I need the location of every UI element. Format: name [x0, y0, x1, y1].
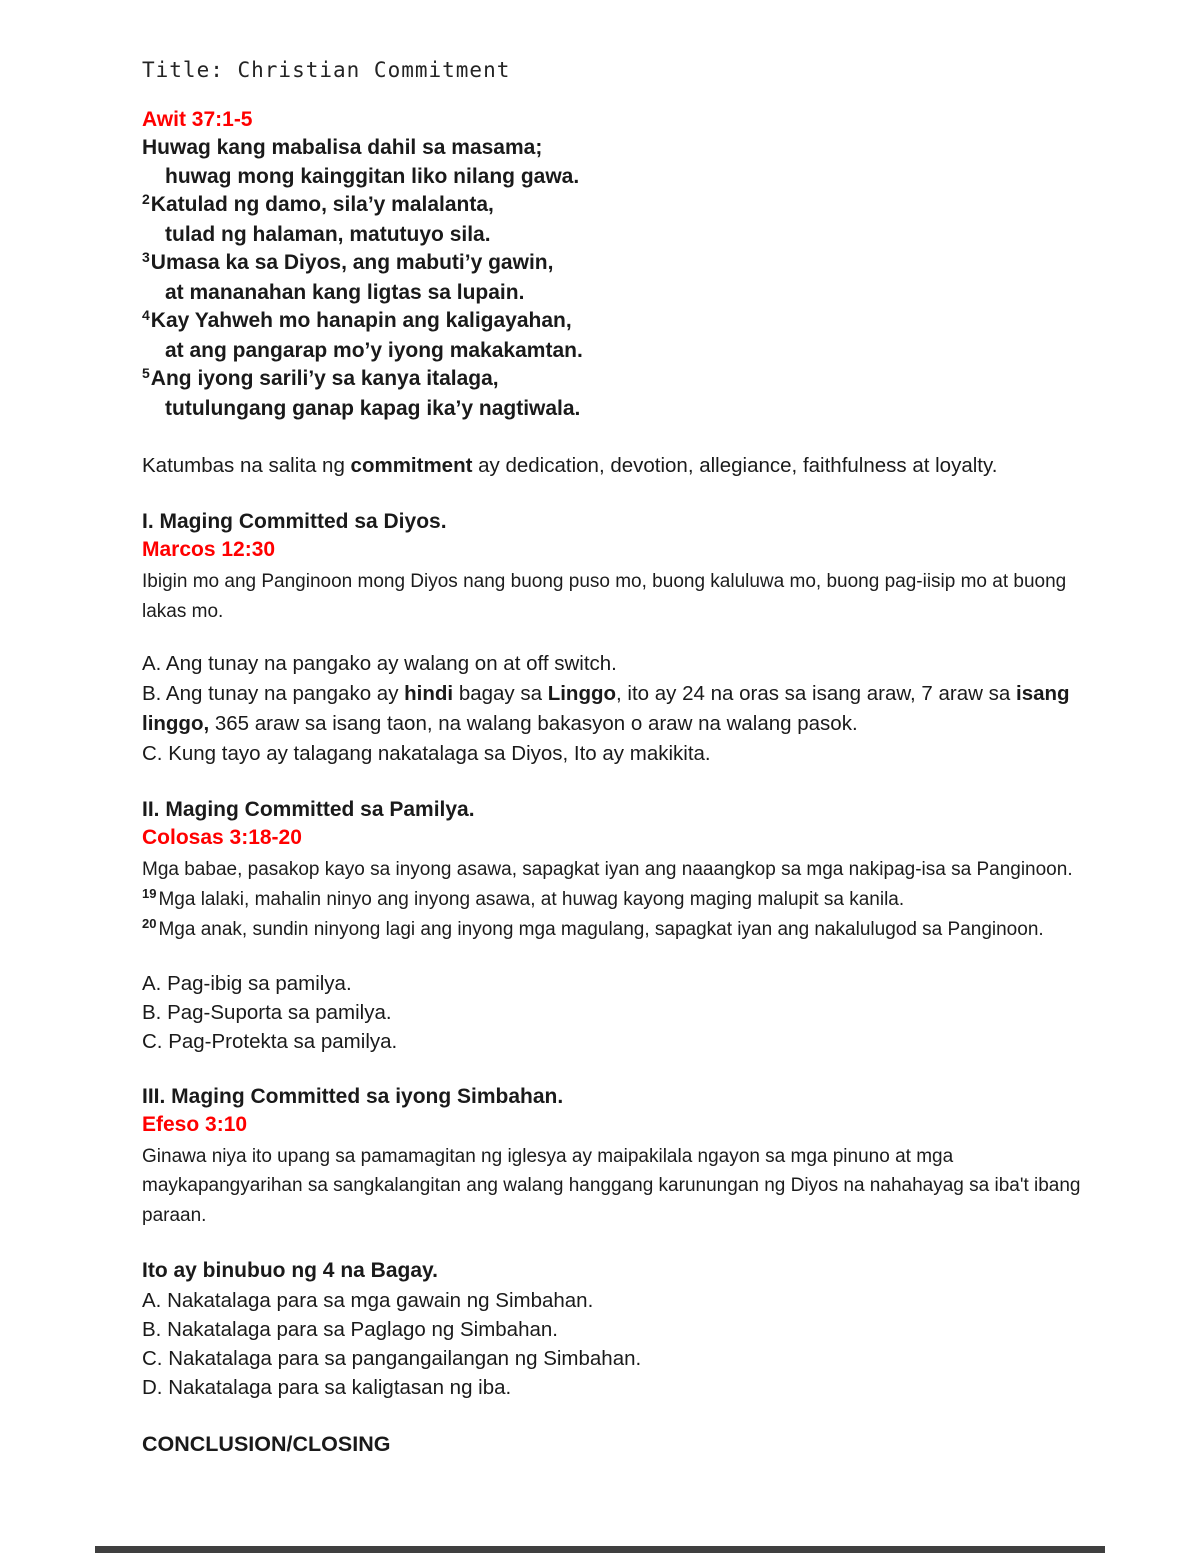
section-3-heading: III. Maging Committed sa iyong Simbahan.: [142, 1084, 564, 1108]
verse-number: 5: [142, 365, 150, 381]
item-b-bold: isang linggo,: [142, 682, 1070, 735]
colosas-v19-text: Mga lalaki, mahalin ninyo ang inyong asawa, at huwag kayong maging malupit sa kanila.: [158, 888, 905, 910]
scripture-quote-efeso: Ginawa niya ito upang sa pamamagitan ng iglesya ay maipakilala ngayon sa mga pinuno at mga maykapangyarihan sa sangkalangitan ang walang hanggang karunungan ng Diyos na nahahayag sa iba't ibang paraan.: [142, 1145, 1081, 1226]
verse-number: 19: [142, 885, 157, 901]
outline-item-a: A. Nakatalaga para sa mga gawain ng Simbahan.: [142, 1289, 594, 1312]
scripture-quote-colosas: [142, 855, 1087, 946]
psalm-line: [142, 279, 1105, 308]
scripture-quote-marcos: Ibigin mo ang Panginoon mong Diyos nang buong puso mo, buong kaluluwa mo, buong pag-iisip mo at buong lakas mo.: [142, 571, 1067, 622]
section-2-outline: [142, 969, 1092, 1056]
psalm-line-text: tutulungang ganap kapag ika’y nagtiwala.: [165, 396, 581, 420]
item-b-run: , ito ay 24 na oras sa isang araw, 7 araw sa: [616, 682, 1017, 705]
colosas-v18: Mga babae, pasakop kayo sa inyong asawa, sapagkat iyan ang naaangkop sa mga nakipag-isa sa Panginoon.: [142, 859, 1073, 880]
scripture-ref-marcos: Marcos 12:30: [142, 538, 276, 561]
psalm-text: [142, 134, 1105, 423]
colosas-v20-text: Mga anak, sundin ninyong lagi ang inyong mga magulang, sapagkat iyan ang nakalulugod sa Panginoon.: [158, 919, 1044, 940]
katumbas-keyword: commitment: [350, 454, 473, 477]
katumbas-post: ay dedication, devotion, allegiance, faithfulness at loyalty.: [472, 454, 998, 477]
section-2-heading: II. Maging Committed sa Pamilya.: [142, 798, 475, 821]
section-1-diyos: [142, 508, 1105, 769]
next-page-edge-bar: [95, 1546, 1105, 1553]
section-1-heading: I. Maging Committed sa Diyos.: [142, 510, 447, 533]
item-b-run: B. Ang tunay na pangako ay: [142, 682, 405, 705]
psalm-line: [142, 249, 1105, 279]
psalm-line: [142, 337, 1105, 366]
colosas-v19: [142, 885, 1087, 916]
psalm-line: [142, 307, 1105, 337]
psalm-line: [142, 221, 1105, 250]
outline-item-b: B. Nakatalaga para sa Paglago ng Simbahan.: [142, 1318, 558, 1341]
scripture-heading-awit: Awit 37:1-5: [142, 108, 253, 131]
four-bagay-outline: [142, 1286, 1092, 1402]
psalm-line-text: at ang pangarap mo’y iyong makakamtan.: [165, 338, 583, 362]
item-b-run: 365 araw sa isang taon, na walang bakasyon o araw na walang pasok.: [209, 712, 858, 735]
psalm-line: [142, 365, 1105, 395]
psalm-line-text: tulad ng halaman, matutuyo sila.: [165, 222, 491, 246]
psalm-line: [142, 395, 1105, 424]
section-1-outline: [142, 649, 1092, 769]
outline-item-d: D. Nakatalaga para sa kaligtasan ng iba.: [142, 1376, 512, 1399]
psalm-line: [142, 191, 1105, 221]
psalm-line-text: Kay Yahweh mo hanapin ang kaligayahan,: [150, 309, 572, 332]
colosas-v20: [142, 915, 1087, 946]
document-title-line: Title: Christian Commitment: [142, 58, 511, 82]
katumbas-paragraph: [142, 451, 1105, 481]
section-2-pamilya: [142, 796, 1105, 1056]
four-bagay-section: [142, 1257, 1105, 1402]
item-b-bold: hindi: [404, 682, 454, 705]
psalm-line: [142, 163, 1105, 192]
psalm-line-text: at mananahan kang ligtas sa lupain.: [165, 280, 525, 304]
section-3-simbahan: [142, 1083, 1105, 1231]
outline-item-a: A. Ang tunay na pangako ay walang on at off switch.: [142, 652, 617, 675]
outline-item-c: C. Pag-Protekta sa pamilya.: [142, 1029, 398, 1053]
verse-number: 3: [142, 249, 150, 265]
outline-item-b: B. Pag-Suporta sa pamilya.: [142, 1000, 392, 1024]
scripture-ref-efeso: Efeso 3:10: [142, 1112, 248, 1136]
psalm-line-text: Katulad ng damo, sila’y malalanta,: [150, 193, 494, 216]
katumbas-pre: Katumbas na salita ng: [142, 454, 351, 477]
psalm-line: [142, 134, 1105, 163]
verse-number: 20: [142, 916, 157, 931]
awit-section: [142, 106, 1105, 423]
outline-item-a: A. Pag-ibig sa pamilya.: [142, 971, 352, 995]
psalm-line-text: Huwag kang mabalisa dahil sa masama;: [142, 136, 543, 159]
outline-item-b: [142, 679, 1092, 739]
outline-item-c: C. Kung tayo ay talagang nakatalaga sa Diyos, Ito ay makikita.: [142, 742, 711, 765]
scripture-ref-colosas: Colosas 3:18-20: [142, 826, 302, 849]
verse-number: 4: [142, 307, 150, 323]
psalm-line-text: Umasa ka sa Diyos, ang mabuti’y gawin,: [150, 251, 554, 274]
psalm-line-text: huwag mong kainggitan liko nilang gawa.: [165, 164, 580, 188]
item-b-bold: Linggo: [547, 682, 617, 705]
conclusion-heading: CONCLUSION/CLOSING: [142, 1432, 391, 1456]
psalm-line-text: Ang iyong sarili’y sa kanya italaga,: [150, 367, 499, 390]
four-bagay-heading: Ito ay binubuo ng 4 na Bagay.: [142, 1259, 438, 1282]
outline-item-c: C. Nakatalaga para sa pangangailangan ng Simbahan.: [142, 1347, 642, 1370]
verse-number: 2: [142, 191, 150, 207]
item-b-run: bagay sa: [453, 682, 548, 705]
